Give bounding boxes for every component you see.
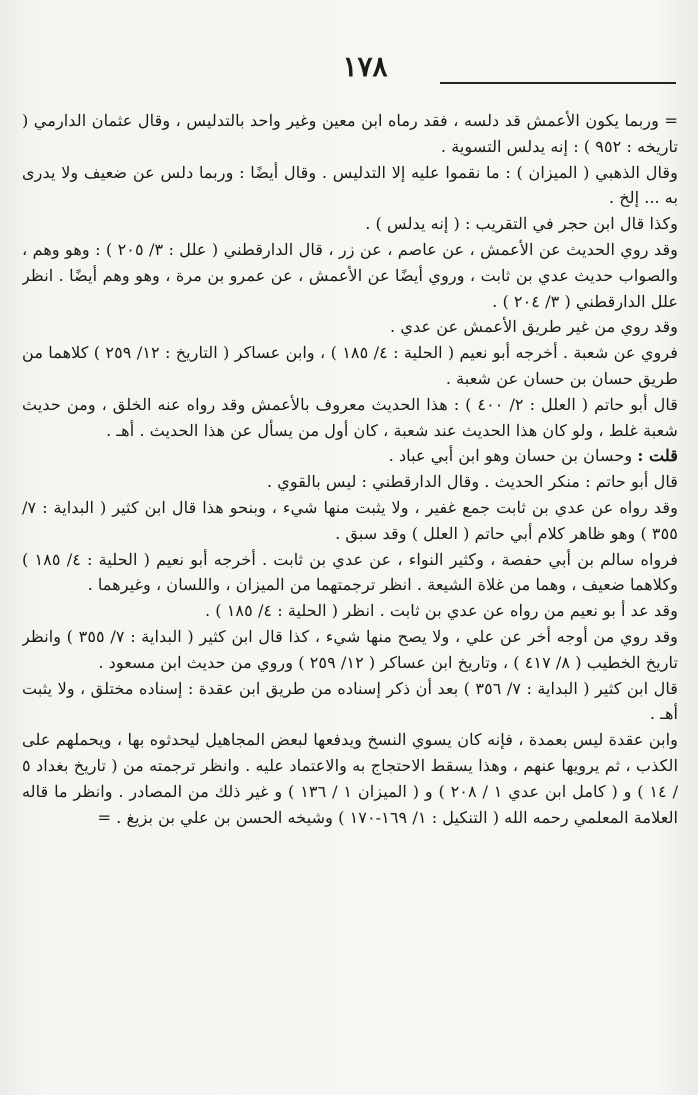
paragraph: وقد روي من غير طريق الأعمش عن عدي . [390, 317, 678, 337]
header-rule [440, 82, 676, 84]
paragraph: قال أبو حاتم : منكر الحديث . وقال الدارقطني : ليس بالقوي . [266, 472, 678, 492]
paragraph: وقال الذهبي ( الميزان ) : ما نقموا عليه إلا التدليس . وقال أيضًا : وربما دلس عن ضعيف ولا يدرى به ... إلخ . [22, 162, 678, 208]
body-text [22, 108, 678, 1078]
paragraph: قال أبو حاتم ( العلل : ٢/ ٤٠٠ ) : هذا الحديث معروف بالأعمش وقد رواه عنه الخلق ، ومن حديث شعبة غلط ، ولو كان هذا الحديث عند شعبة ، كان أول من يسأل عن هذا الحديث . أهـ . [22, 394, 678, 440]
paragraph: = وربما يكون الأعمش قد دلسه ، فقد رماه ابن معين وغير واحد بالتدليس ، وقال عثمان الدارمي ( تاريخه : ٩٥٢ ) : إنه يدلس التسوية . [22, 111, 678, 156]
paragraph-text: وحسان بن حسان وهو ابن أبي عباد . [388, 446, 633, 466]
paragraph: فروي عن شعبة . أخرجه أبو نعيم ( الحلية : ٤/ ١٨٥ ) ، وابن عساكر ( التاريخ : ١٢/ ٢٥٩ ) كلاهما من طريق حسان بن حسان عن شعبة . [22, 343, 678, 388]
paragraph: وقد رواه عن عدي بن ثابت جمع غفير ، ولا يثبت منها شيء ، وبنحو هذا قال ابن كثير ( البداية : ٧/ ٣٥٥ ) وهو ظاهر كلام أبي حاتم ( العلل ) وقد سبق . [22, 497, 678, 543]
paragraph: وقد روي من أوجه أخر عن علي ، ولا يصح منها شيء ، كذا قال ابن كثير ( البداية : ٧/ ٣٥٥ ) وانظر تاريخ الخطيب ( ٨/ ٤١٧ ) ، وتاريخ ابن عساكر ( ١٢/ ٢٥٩ ) وروي من حديث ابن مسعود . [22, 626, 678, 672]
page-number: ١٧٨ [342, 50, 388, 83]
paragraph: وقد عد أ بو نعيم من رواه عن عدي بن ثابت . انظر ( الحلية : ٤/ ١٨٥ ) . [204, 601, 678, 621]
paragraph: وكذا قال ابن حجر في التقريب : ( إنه يدلس ) . [365, 214, 678, 234]
paragraph: وقد روي الحديث عن الأعمش ، عن عاصم ، عن زر ، قال الدارقطني ( علل : ٣/ ٢٠٥ ) : وهو وهم ، والصواب حديث عدي بن ثابت ، وروي أيضًا عن الأعمش ، عن عمرو بن مرة ، وهو وهم أيضًا . انظر علل الدارقطني ( ٣/ ٢٠٤ ) . [22, 239, 678, 311]
paragraph: وابن عقدة ليس بعمدة ، فإنه كان يسوي النسخ ويدفعها لبعض المجاهيل ليحدثوه بها ، ويحملهم على الكذب ، ثم يرويها عنهم ، وهذا يسقط الاحتجاج به والاعتماد عليه . وانظر ترجمته من ( تاريخ بغداد ٥ / ١٤ ) و ( كامل ابن عدي ١ / ٢٠٨ ) و ( الميزان ١ / ١٣٦ ) و غير ذلك من المصادر . وانظر ما قاله العلامة المعلمي رحمه الله ( التنكيل : ١/ ١٦٩-١٧٠ ) وشيخه الحسن بن علي بن بزيغ . = [22, 730, 678, 827]
qult-label: قلت : [637, 446, 678, 466]
paragraph: فرواه سالم بن أبي حفصة ، وكثير النواء ، عن عدي بن ثابت . أخرجه أبو نعيم ( الحلية : ٤/ ١٨٥ ) وكلاهما ضعيف ، وهما من غلاة الشيعة . انظر ترجمتهما من الميزان ، واللسان ، وغيرهما . [22, 549, 678, 595]
paragraph-qult [22, 443, 678, 469]
paragraph: قال ابن كثير ( البداية : ٧/ ٣٥٦ ) بعد أن ذكر إسناده من طريق ابن عقدة : إسناده مختلق ، ولا يثبت أهـ . [22, 678, 678, 724]
